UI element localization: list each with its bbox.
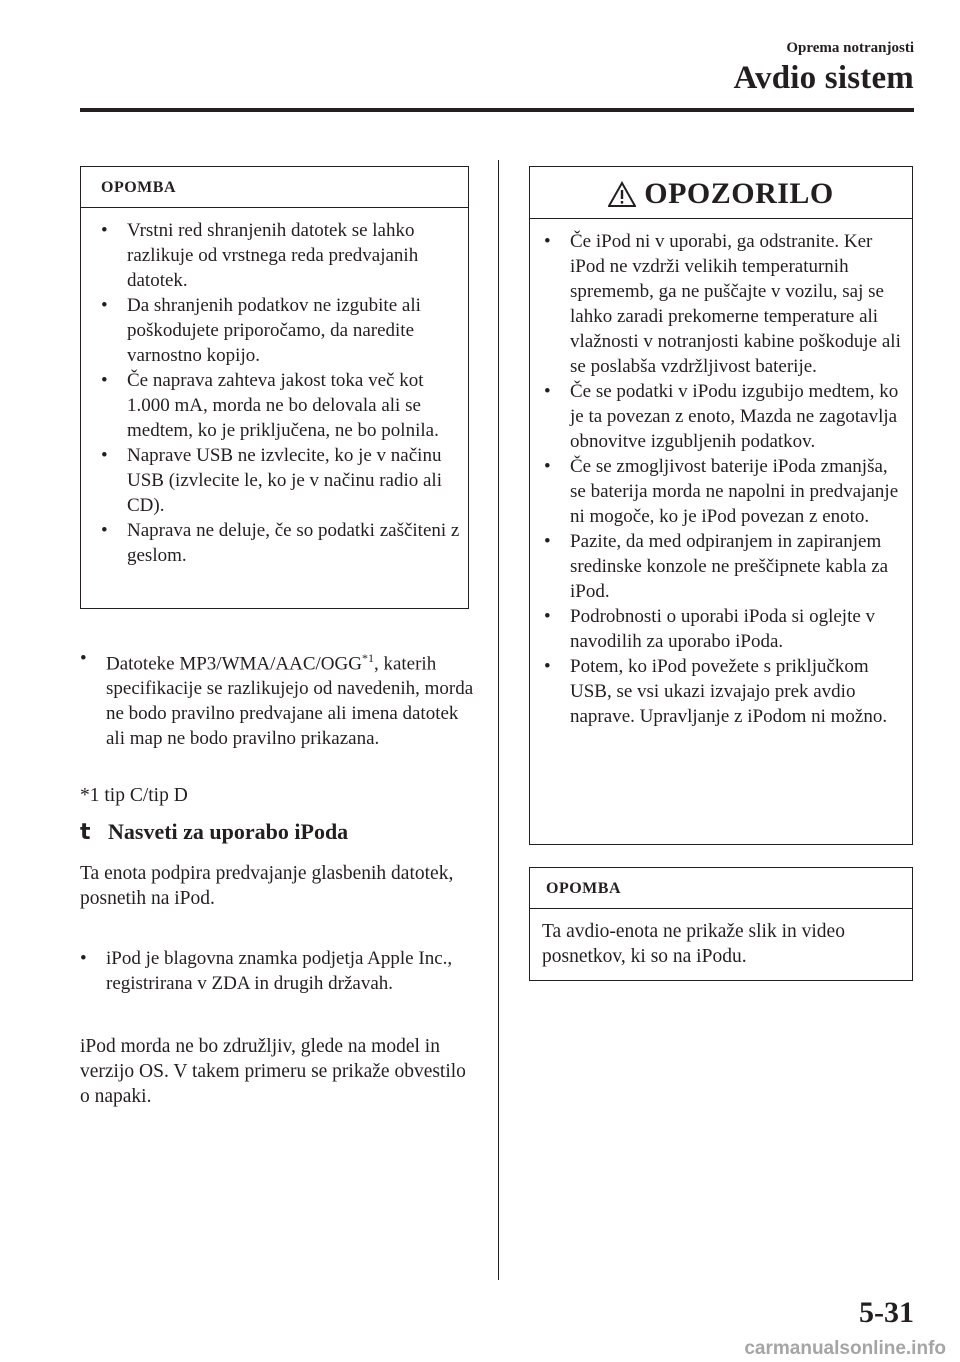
bullet-icon: • — [101, 520, 108, 541]
list-item: • Potem, ko iPod povežete s priključkom USB, se vsi ukazi izvajajo prek avdio naprave. Upravljanje z iPodom ni možno. — [544, 656, 888, 727]
bullet-icon: • — [544, 231, 551, 252]
list-item: • Če iPod ni v uporabi, ga odstranite. Ker iPod ne vzdrži velikih temperaturnih sprememb, ga ne puščajte v vozilu, saj se lahko zaradi prekomerne temperature ali vlažnosti v notranjosti kabine poškoduje ali se poslabša vzdržljivost baterije. — [544, 231, 901, 377]
note-box-ipod — [529, 867, 913, 981]
column-divider — [498, 160, 499, 1280]
trademark-bullet — [80, 946, 475, 996]
list-item: • Če naprava zahteva jakost toka več kot 1.000 mA, morda ne bo delovala ali se medtem, ko je priključena, ne bo polnila. — [101, 370, 439, 441]
bullet-icon: • — [101, 220, 108, 241]
bullet-icon: • — [544, 381, 551, 402]
warning-list — [544, 229, 906, 729]
list-item: • iPod je blagovna znamka podjetja Apple Inc., registrirana v ZDA in drugih državah. — [80, 948, 453, 994]
section-heading: t Nasveti za uporabo iPoda — [80, 819, 349, 845]
list-item: • Da shranjenih podatkov ne izgubite ali poškodujete priporočamo, da naredite varnostno kopijo. — [101, 295, 421, 366]
list-item: • Naprave USB ne izvlecite, ko je v načinu USB (izvlecite le, ko je v načinu radio ali CD). — [101, 445, 442, 516]
list-item: • Podrobnosti o uporabi iPoda si oglejte v navodilih za uporabo iPoda. — [544, 606, 876, 652]
warning-heading: OPOZORILO — [530, 167, 912, 219]
note-box — [80, 166, 469, 609]
section-marker-icon: t — [80, 820, 91, 845]
list-item: • Vrstni red shranjenih datotek se lahko razlikuje od vrstnega reda predvajanih datotek. — [101, 220, 419, 291]
list-item: • Datoteke MP3/WMA/AAC/OGG$^{*1}$, katerih specifikacije se razlikujejo od navedenih, morda ne bodo pravilno predvajane ali imena datotek ali map ne bodo pravilno prikazana. — [80, 648, 474, 750]
list-item: • Če se podatki v iPodu izgubijo medtem, ko je ta povezan z enoto, Mazda ne zagotavlja obnovitve izgubljenih podatkov. — [544, 381, 899, 452]
bullet-icon: • — [101, 445, 108, 466]
page-number: 5-31 — [859, 1296, 914, 1329]
section-name: Oprema notranjosti — [786, 40, 914, 56]
bullet-icon: • — [544, 531, 551, 552]
bullet-icon: • — [80, 948, 87, 969]
warning-box — [529, 166, 913, 845]
header-rule — [80, 108, 914, 112]
compat-paragraph: iPod morda ne bo združljiv, glede na model in verzijo OS. V takem primeru se prikaže obvestilo o napaki. — [80, 1036, 466, 1107]
footnote-ref: *1 — [361, 651, 374, 665]
note-heading: OPOMBA — [81, 167, 468, 208]
list-item: • Pazite, da med odpiranjem in zapiranjem sredinske konzole ne preščipnete kabla za iPod. — [544, 531, 889, 602]
warning-triangle-icon — [608, 181, 636, 207]
list-item: • Če se zmogljivost baterije iPoda zmanjša, se baterija morda ne napolni in predvajanje ni mogoče, ko je iPod povezan z enoto. — [544, 456, 899, 527]
note-text: Ta avdio-enota ne prikaže slik in video posnetkov, ki so na iPodu. — [542, 921, 845, 967]
list-item: • Naprava ne deluje, če so podatki zaščiteni z geslom. — [101, 520, 460, 566]
intro-paragraph: Ta enota podpira predvajanje glasbenih datotek, posnetih na iPod. — [80, 863, 454, 909]
bullet-icon: • — [544, 656, 551, 677]
note-heading: OPOMBA — [530, 868, 912, 909]
watermark: carmanualsonline.info — [744, 1338, 946, 1359]
bullet-icon: • — [544, 456, 551, 477]
bullet-icon: • — [80, 648, 87, 669]
footnote: *1 tip C/tip D — [80, 785, 188, 806]
bullet-icon: • — [101, 370, 108, 391]
formats-bullet — [80, 646, 475, 751]
note-list — [101, 218, 460, 568]
bullet-icon: • — [544, 606, 551, 627]
bullet-icon: • — [101, 295, 108, 316]
page-title: Avdio sistem — [733, 60, 914, 96]
